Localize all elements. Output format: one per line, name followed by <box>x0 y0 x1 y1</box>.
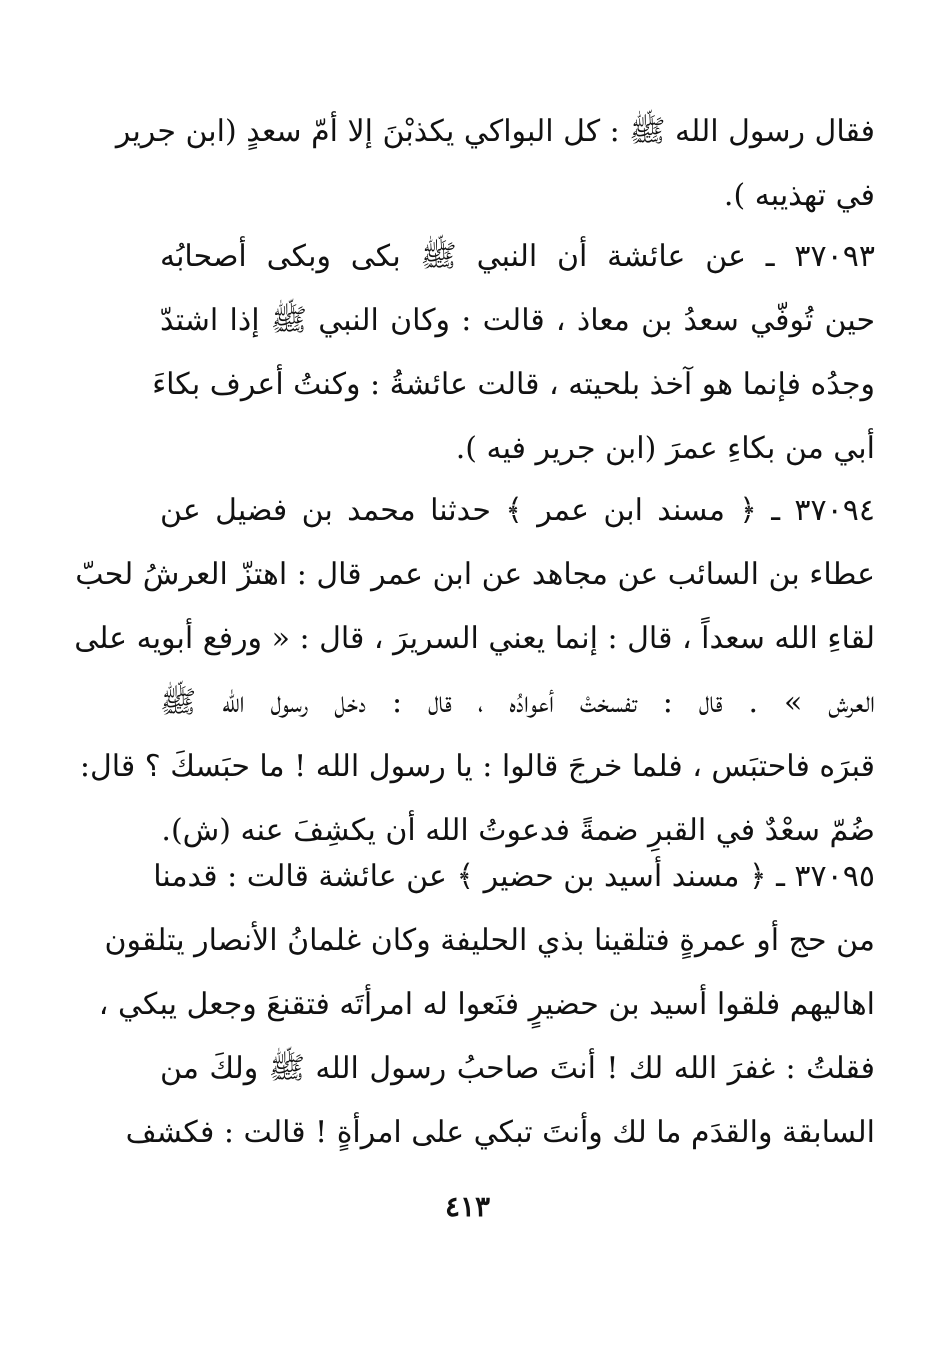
text-line: اهاليهم فلقوا أسيد بن حضيرٍ فنَعوا له امرأتَه فتقنعَ وجعل يبكي ، <box>98 987 875 1022</box>
text-line: في تهذيبه ). <box>723 178 875 213</box>
text-line: حين تُوفّي سعدُ بن معاذ ، قالت : وكان النبي ﷺ إذا اشتدّ <box>160 303 875 338</box>
text-line: وجدُه فإنما هو آخذ بلحيته ، قالت عائشةُ : وكنتُ أعرف بكاءَ <box>152 367 875 402</box>
text-line: العرش » . قال : تفسختْ أعوادُه ، قال : دخل رسول الله ﷺ <box>160 685 875 720</box>
text-line: لقاءِ الله سعداً ، قال : إنما يعني السريرَ ، قال : « ورفع أبويه على <box>74 621 875 656</box>
paragraph-4 <box>98 845 875 1165</box>
page-number: ٤١٣ <box>444 1190 491 1223</box>
paragraph-3 <box>74 479 875 863</box>
paragraph-1 <box>115 100 875 228</box>
text-line: ٣٧٠٩٤ ـ ﴿ مسند ابن عمر ﴾ حدثنا محمد بن فضيل عن <box>160 493 875 528</box>
text-line: عطاء بن السائب عن مجاهد عن ابن عمر قال : اهتزّ العرشُ لحبّ <box>75 557 875 592</box>
text-line: قبرَه فاحتبَس ، فلما خرجَ قالوا : يا رسول الله ! ما حبَسكَ ؟ قال: <box>79 749 875 784</box>
paragraph-2 <box>152 225 875 481</box>
text-line: من حج أو عمرةٍ فتلقينا بذي الحليفة وكان غلمانُ الأنصار يتلقون <box>104 923 875 958</box>
text-line: فقال رسول الله ﷺ : كل البواكي يكذبْنَ إلا أمّ سعدٍ (ابن جرير <box>115 114 875 149</box>
text-line: أبي من بكاءِ عمرَ (ابن جرير فيه ). <box>455 431 875 466</box>
text-line: ٣٧٠٩٣ ـ عن عائشة أن النبي ﷺ بكى وبكى أصحابُه <box>160 239 875 274</box>
text-line: ضُمّ سعْدٌ في القبرِ ضمةً فدعوتُ الله أن يكشِفَ عنه (ش). <box>161 813 875 848</box>
text-line: السابقة والقدَم ما لك وأنتَ تبكي على امرأةٍ ! قالت : فكشف <box>125 1115 875 1150</box>
text-line: ٣٧٠٩٥ ـ ﴿ مسند أسيد بن حضير ﴾ عن عائشة قالت : قدمنا <box>153 859 875 894</box>
text-line: فقلتُ : غفرَ الله لك ! أنتَ صاحبُ رسول الله ﷺ ولكَ من <box>160 1051 875 1086</box>
